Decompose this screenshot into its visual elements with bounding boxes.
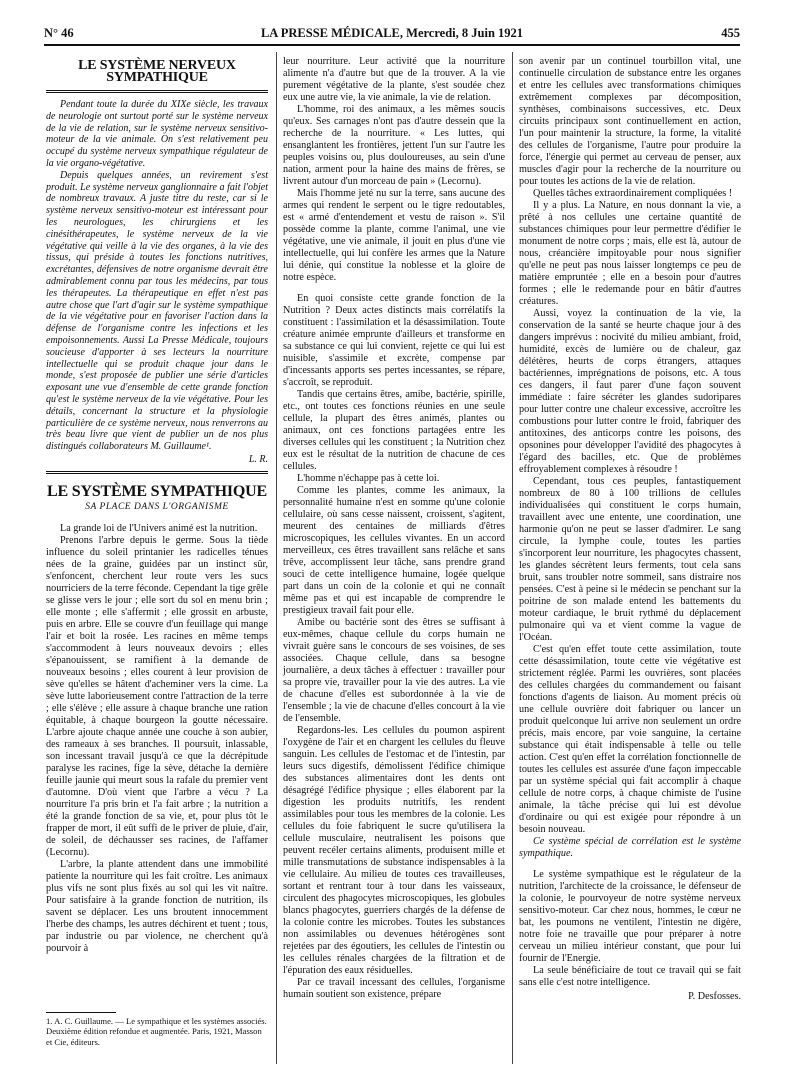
author-signature: P. Desfosses. [688,991,741,1002]
body-paragraph: L'arbre, la plante attendent dans une immobilité patiente la nourriture qui les fait croître. Les animaux plus vifs ne sont plus fixés au sol qui les vit naître. Pour satisfaire à la grande fonction de nutrition, ils savent se déplacer. Les uns broutent innocemment l'herbe des champs, les autres déchirent et tuent ; tous, par industrie ou par violence, ne cherchent qu'à pourvoir à [46,858,268,954]
column-2 [283,56,505,1001]
body-paragraph: Comme les plantes, comme les animaux, la personnalité humaine n'est en somme qu'une colonie cellulaire, où sans cesse naissent, croissent, s'agitent, meurent des centaines de milliards d'êtres microscopiques, les cellules vivantes. En un accord merveilleux, ces êtres travaillent sans relâche et sans trêve, accomplissent leur tâche, sans prendre grand souci de cette intelligence humaine, logée quelque part dans un coin de la colonie et qui ne connaît même pas et qui est incapable de comprendre le prestigieux travail fait pour elle. [283,485,505,616]
article-subtitle: SA PLACE DANS L'ORGANISME [85,501,229,512]
body-paragraph: Ce système spécial de corrélation est le système sympathique. [519,836,741,859]
header-rule [44,44,740,46]
body-paragraph: Quelles tâches extraordinairement compliquées ! [533,188,733,199]
body-paragraph: Prenons l'arbre depuis le germe. Sous la tiède influence du soleil printanier les radicelles ténues nées de la graine, guidées par un instinct sûr, s'enfoncent, cherchent leur route vers les sucs nourriciers de la terre féconde. Cependant la tige grêle se glisse vers le jour ; elle sort du sol en menu brin ; elle monte ; elle s'affermit ; elle grossit en arbuste, puis en arbre. Elle se couvre d'un feuillage qui mange l'air et boit la rosée. Les racines en même temps s'accommodent à leurs nouveaux devoirs ; elles s'épanouissent, se ramifient à la demande de nouveaux besoins ; elles courent à leur provision de sève qu'elles se hâtent d'acheminer vers la cime. La sève lutte laborieusement contre l'attraction de la terre ; elle s'élève ; elle assure à chaque branche une ration équitable, à chaque bourgeon la goutte nécessaire. L'arbre ajoute chaque année une couche à son aubier, des rameaux à ses branches. Il poursuit, inlassable, son incessant travail jusqu'à ce que la décrépitude paralyse les racines, fige la sève, détache la dernière feuille jaunie qui meurt sous la rafale du premier vent d'automne. D'où vient que l'arbre a vécu ? La nourriture l'a pris brin et l'a fait arbre ; la nutrition a été la grande fonction de sa vie, et, pour plus tôt le frapper de mort, il eût suffi de le priver de pluie, d'air, de soleil, de déchausser ses racines, de l'affamer (Lecornu). [46,534,268,858]
article-title: LE SYSTÈME SYMPATHIQUE [47,482,267,500]
editor-signature: L. R. [248,453,268,465]
page-header [44,26,740,42]
editorial-intro [46,99,268,466]
page-number: 455 [721,26,740,40]
box-rule [46,90,268,93]
body-paragraph: son avenir par un continuel tourbillon vital, une continuelle circulation de substance entre les organes et entre les cellules avec transformations chimiques extrêmement complexes par décomposition, synthèses, combinaisons successives, etc. Deux circuits principaux sont continuellement en action, l'un pour maintenir la structure, la forme, la vitalité des cellules de l'organisme, l'autre pour produire la force, l'énergie qui permet au cerveau de penser, aux muscles d'agir pour la recherche de la nourriture ou pour toutes les actions de la vie de relation. [519,56,741,187]
body-paragraph: Cependant, tous ces peuples, fantastiquement nombreux de 80 à 100 trillions de cellules individualisées qui constituent le corps humain, travaillent avec une entente, une coordination, une harmonie qu'on ne peut se lasser d'admirer. Le sang circule, la lymphe coule, toutes les parties s'incorporent leur nourriture, les phagocytes chassent, les glandes sécrètent leurs ferments, tout cela sans bruit, sans troubler notre sommeil, sans distraire nos pensées. C'est à peine si le médecin se penchant sur la poitrine de son malade entend les battements du moteur cardiaque, le bruit rythmé du déplacement pulmonaire qui va et vient comme la vague de l'Océan. [519,476,741,643]
box-title: LE SYSTÈME NERVEUX SYMPATHIQUE [78,58,236,85]
footnote-rule [46,1012,116,1013]
body-paragraph: Amibe ou bactérie sont des êtres se suffisant à eux-mêmes, chaque cellule du corps humain ne vivrait guère sans le concours de ses voisines, de ses associées. Chaque cellule, dans sa besogne journalière, a deux tâches à effectuer : travailler pour sa propre vie, travailler pour la vie des autres. La vie de chacune d'elles est subordonnée à la vie de l'ensemble ; la vie de chacune d'elles concourt à la vie de l'ensemble. [283,617,505,724]
column-divider [276,52,277,1064]
body-paragraph: leur nourriture. Leur activité que la nourriture alimente n'a d'autre but que de la trouver. A la vie purement végétative de la plante, s'est soudée chez eux une autre vie, la vie animale, la vie de relation. [283,56,505,103]
column-1 [46,56,268,955]
body-paragraph: Le système sympathique est le régulateur de la nutrition, l'architecte de la croissance, le défenseur de la colonie, le pourvoyeur de notre système nerveux sensitivo-moteur. Car chez nous, hommes, le cœur ne bat, les poumons ne ventilent, l'intestin ne digère, notre foie ne travaille que pour préparer à notre cerveau un milieu intérieur constant, que pour lui fournir de l'Energie. [519,869,741,964]
column-divider [512,52,513,1064]
body-paragraph: Il y a plus. La Nature, en nous donnant la vie, a prêté à nos cellules une certaine quantité de substances chimiques pour leur permettre d'édifier le monument de notre corps ; mais, elle est là, autour de nous, créancière impitoyable pour nous signifier qu'elle ne peut pas nous laisser longtemps ce peu de matière empruntée ; elle en a besoin pour d'autres formes ; elle le redemande pour en bâtir d'autres créatures. [519,200,741,307]
body-paragraph: Mais l'homme jeté nu sur la terre, sans aucune des armes qui rendent le serpent ou le tigre redoutables, est « armé d'entendement et vestu de raison ». S'il possède comme la plante, comme l'animal, une vie végétative, une vie animale, il jouit en plus d'une vie intellectuelle, qui lui confère les armes que la Nature lui dénie, qui constitue la noblesse et la gloire de notre espèce. [283,188,505,283]
intro-paragraph: Depuis quelques années, un revirement s'est produit. Le système nerveux ganglionnaire a fait l'objet de nombreux travaux. A juste titre du reste, car si le système nerveux sensitivo-moteur est intéressant pour les neurologues, les chirurgiens et les cinésithérapeutes, le système nerveux de la vie végétative qui veille à la vie des organes, à la vie des tissus, qui préside à toutes les fonctions nutritives, excrétantes, défensives de notre organisme devrait être admirablement connu par tous les médecins, par tous les thérapeutes. La thérapeutique en effet n'est pas autre chose que l'art d'agir sur le système sympathique de la vie végétative pour en favoriser l'action dans la défense de l'organisme contre les infections et les empoisonnements. Aussi La Presse Médicale, toujours soucieuse d'apporter à ses lecteurs la nourriture intellectuelle qui se produit chaque jour dans le monde, s'est proposée de publier une série d'articles exposant une vue d'ensemble de cette grande fonction qu'est le système nerveux de la vie végétative. Pour les détails, concernant la structure et la physiologie particulière de ce système nerveux, nous renverrons au très beau livre que vient de publier un de nos plus distingués collaborateurs M. Guillaume¹. [46,169,268,453]
body-paragraph: L'homme, roi des animaux, a les mêmes soucis qu'eux. Ses carnages n'ont pas d'autre dessein que la recherche de la nourriture. « Les luttes, qui ensanglantent les frontières, jettent l'un sur l'autre les peuples voisins ou, plus douloureuses, au sein d'une nation, arment pour la haine des mains de frères, se livrent autour d'un morceau de pain » (Lecornu). [283,104,505,187]
body-paragraph: La grande loi de l'Univers animé est la nutrition. [60,522,258,534]
issue-number: N° 46 [44,26,74,40]
intro-paragraph: Pendant toute la durée du XIXe siècle, les travaux de neurologie ont surtout porté sur le système nerveux de la vie de relation, sur le système nerveux sensitivo-moteur de la vie animale. On s'est relativement peu occupé du système nerveux sympathique régulateur de la vie organo-végétative. [46,99,268,169]
body-paragraph: Aussi, voyez la continuation de la vie, la conservation de la santé se heurte chaque jour à des dangers imprévus : nocivité du milieu ambiant, froid, humidité, excès de lumière ou de chaleur, gaz délétères, heurts de corps étrangers, attaques bactériennes, imprégnations de poisons, etc. A tous ces dangers, il faut parer d'une façon souvent immédiate : faire sécréter les glandes sudoripares pour lutter contre une chaleur excessive, accroître les combustions pour lutter contre le froid, fabriquer des antitoxines, des anticorps contre les poisons, des opsonines pour développer l'avidité des phagocytes à l'égard des bacilles, etc. Que de problèmes effroyablement complexes à résoudre ! [519,308,741,475]
body-paragraph: La seule bénéficiaire de tout ce travail qui se fait sans elle c'est notre intelligence. [519,965,741,988]
body-paragraph: Tandis que certains êtres, amibe, bactérie, spirille, etc., ont toutes ces fonctions réunies en une seule cellule, la plupart des êtres animés, plantes ou animaux, ont ces fonctions partagées entre les diverses cellules qui les constituent ; la Nutrition chez eux est le résultat de la nutrition de chacune de ces cellules. [283,389,505,472]
section-rule [46,471,268,474]
masthead-title: LA PRESSE MÉDICALE, Mercredi, 8 Juin 1921 [260,26,524,40]
column-3 [519,56,741,1003]
body-paragraph: Par ce travail incessant des cellules, l'organisme humain soutient son existence, prépare [283,977,505,1000]
body-paragraph: C'est qu'en effet toute cette assimilation, toute cette désassimilation, toute cette vie végétative est strictement réglée. Parmi les ouvrières, sont placées des cellules chargées du commandement ou faisant fonctions d'agents de liaison. Au moment précis où une cellule ouvrière doit fabriquer ou lancer un produit quelconque lui arrive non seulement un ordre précis, mais encore, par voie sanguine, la certaine substance qui était indispensable à telle ou telle action. C'est qu'en effet la corrélation fonctionnelle de toutes les cellules est assurée d'une façon impeccable par un système spécial qui fait accomplir à chaque cellule de notre corps, à chaque chimiste de l'usine animale, la tâche précise qui lui est dévolue d'ordinaire ou qui est exigée pour répondre à un besoin nouveau. [519,644,741,835]
body-paragraph: En quoi consiste cette grande fonction de la Nutrition ? Deux actes distincts mais corrélatifs la constituent : l'assimilation et la désassimilation. Toute créature animée emprunte d'ailleurs et transforme en sa substance ce qui lui convient, rejette ce qui lui est nuisible, s'assimile et excrète, compense par d'incessants apports ses pertes incessantes, se répare, s'accroît, se reproduit. [283,293,505,388]
footnote-text: 1. A. C. Guillaume. — Le sympathique et les systèmes associés. Deuxième édition refondue et augmentée. Paris, 1921, Masson et Cie, éditeurs. [46,1016,267,1047]
footnote [46,1012,268,1047]
body-paragraph: L'homme n'échappe pas à cette loi. [297,473,440,484]
body-paragraph: Regardons-les. Les cellules du poumon aspirent l'oxygène de l'air et en chargent les cellules du fleuve sanguin. Les cellules de l'estomac et de l'intestin, par leurs sucs digestifs, démolissent l'édifice chimique des substances alimentaires dont les dents ont désagrégé l'édifice physique ; elles élaborent par la digestion les produits nutritifs, les rendent assimilables pour tous les membres de la colonie. Les cellules du foie fabriquent le sucre qu'utilisera la cellule musculaire, neutralisent les poisons que peuvent recéler certains aliments, produisent mille et mille transmutations de substance indispensables à la vie cellulaire. Au milieu de toutes ces travailleuses, sortant et rentrant tour à tour dans les vaisseaux, circulent des phagocytes microscopiques, les globules blancs phagocytes, guerriers chargés de la défense de la colonie contre les microbes. Toutes les substances non assimilables ou devenues hétérogènes sont rejetées par des égoutiers, les cellules de l'intestin ou les cellules rénales chargées de la filtration et de l'épuration des eaux résiduelles. [283,725,505,976]
